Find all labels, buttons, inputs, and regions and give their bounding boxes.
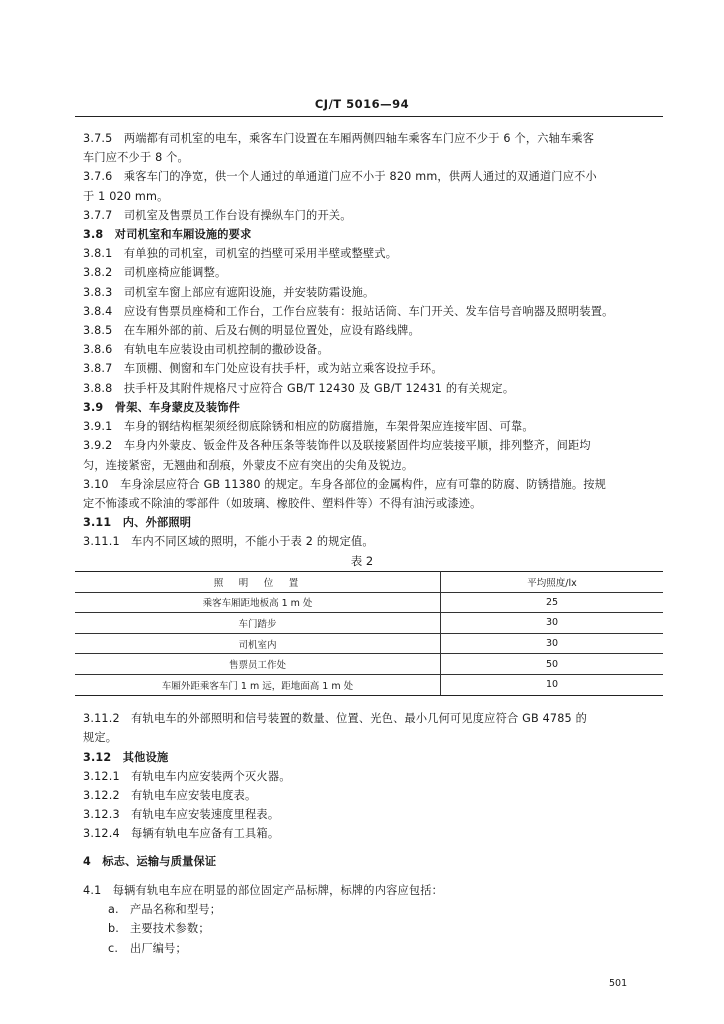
list-item — [108, 921, 678, 937]
header-rule — [75, 116, 663, 117]
row-illuminance: 30 — [441, 633, 664, 654]
row-illuminance: 50 — [441, 654, 664, 675]
heading-3-11: 3.11 内、外部照明 — [83, 516, 192, 529]
paragraph-3-8-5: 3.8.5 在车厢外部的前、后及右侧的明显位置处，应设有路线牌。 — [83, 324, 420, 337]
paragraph-3-7-5: 3.7.5 两端都有司机室的电车，乘客车门设置在车厢两侧四轴车乘客车门应不少于 6 个，六轴车乘客 — [83, 132, 595, 145]
list-item-text: 产品名称和型号； — [130, 903, 222, 916]
paragraph-3-9-2: 3.9.2 车身内外蒙皮、钣金件及各种压条等装饰件以及联接紧固件均应装接平顺，排列整齐，间距均 — [83, 439, 591, 452]
paragraph-3-7-5-cont: 车门应不少于 8 个。 — [83, 151, 189, 164]
list-item-text: 主要技术参数； — [130, 922, 210, 935]
row-illuminance: 30 — [441, 613, 664, 634]
table-row — [75, 592, 663, 613]
list-item-text: 出厂编号； — [130, 942, 187, 955]
row-location: 车门踏步 — [75, 613, 441, 634]
heading-3-9: 3.9 骨架、车身蒙皮及装饰件 — [83, 401, 241, 414]
table-row — [75, 654, 663, 675]
paragraph-4-1: 4.1 每辆有轨电车应在明显的部位固定产品标牌，标牌的内容应包括： — [83, 884, 444, 897]
paragraph-3-12-1: 3.12.1 有轨电车内应安装两个灭火器。 — [83, 770, 291, 783]
paragraph-3-7-7: 3.7.7 司机室及售票员工作台设有操纵车门的开关。 — [83, 209, 352, 222]
paragraph-3-11-2-cont: 规定。 — [83, 731, 118, 744]
list-item-marker: a. — [108, 903, 119, 916]
paragraph-3-10: 3.10 车身涂层应符合 GB 11380 的规定。车身各部位的金属构件，应有可靠的防腐、防锈措施。按规 — [83, 478, 607, 491]
table-row — [75, 613, 663, 634]
paragraph-3-8-1: 3.8.1 有单独的司机室，司机室的挡壁可采用半壁或整壁式。 — [83, 247, 398, 260]
row-location: 售票员工作处 — [75, 654, 441, 675]
row-location: 乘客车厢距地板高 1 m 处 — [75, 592, 441, 613]
header-illuminance: 平均照度/lx — [441, 572, 664, 593]
table-row — [75, 674, 663, 695]
paragraph-3-7-6: 3.7.6 乘客车门的净宽，供一个人通过的单通道门应不小于 820 mm，供两人通过的双通道门应不小 — [83, 170, 597, 183]
row-illuminance: 25 — [441, 592, 664, 613]
table-row — [75, 633, 663, 654]
list-item — [108, 902, 678, 918]
paragraph-3-10-cont: 定不怖漆或不除油的零部件（如玻璃、橡胶件、塑料件等）不得有油污或漆迹。 — [83, 497, 482, 510]
paragraph-3-8-4: 3.8.4 应设有售票员座椅和工作台，工作台应装有：报站话筒、车门开关、发车信号音响器及照明装置。 — [83, 305, 614, 318]
illumination-table — [75, 571, 663, 696]
paragraph-3-8-3: 3.8.3 司机室车窗上部应有遮阳设施，并安装防霜设施。 — [83, 286, 375, 299]
heading-3-8: 3.8 对司机室和车厢设施的要求 — [83, 228, 252, 241]
paragraph-3-8-7: 3.8.7 车顶棚、侧窗和车门处应设有扶手杆，或为站立乘客设拉手环。 — [83, 362, 443, 375]
heading-3-12: 3.12 其他设施 — [83, 751, 169, 764]
row-location: 车厢外距乘客车门 1 m 远，距地面高 1 m 处 — [75, 674, 441, 695]
row-location: 司机室内 — [75, 633, 441, 654]
header-location: 照 明 位 置 — [75, 572, 441, 593]
paragraph-3-9-2-cont: 匀，连接紧密，无翘曲和刮痕，外蒙皮不应有突出的尖角及锐边。 — [83, 459, 414, 472]
paragraph-3-11-1: 3.11.1 车内不同区域的照明，不能小于表 2 的规定值。 — [83, 535, 374, 548]
list-item-marker: c. — [108, 942, 119, 955]
paragraph-3-8-8: 3.8.8 扶手杆及其附件规格尺寸应符合 GB/T 12430 及 GB/T 12431 的有关规定。 — [83, 382, 515, 395]
list-item-marker: b. — [108, 922, 120, 935]
page-number: 501 — [609, 978, 628, 989]
paragraph-3-12-4: 3.12.4 每辆有轨电车应备有工具箱。 — [83, 827, 280, 840]
paragraph-3-8-6: 3.8.6 有轨电车应装设由司机控制的撒砂设备。 — [83, 343, 329, 356]
table-header-row — [75, 572, 663, 593]
list-item — [108, 941, 678, 957]
row-illuminance: 10 — [441, 674, 664, 695]
paragraph-3-7-6-cont: 于 1 020 mm。 — [83, 190, 169, 203]
page-header: CJ/T 5016—94 — [314, 97, 410, 111]
paragraph-3-8-2: 3.8.2 司机座椅应能调整。 — [83, 266, 227, 279]
paragraph-3-12-3: 3.12.3 有轨电车应安装速度里程表。 — [83, 808, 280, 821]
paragraph-3-9-1: 3.9.1 车身的钢结构框架须经彻底除锈和相应的防腐措施，车架骨架应连接牢固、可靠。 — [83, 420, 534, 433]
paragraph-3-11-2: 3.11.2 有轨电车的外部照明和信号装置的数量、位置、光色、最小几何可见度应符合 GB 4785 的 — [83, 712, 588, 725]
heading-section-4: 4 标志、运输与质量保证 — [83, 855, 217, 868]
paragraph-3-12-2: 3.12.2 有轨电车应安装电度表。 — [83, 789, 257, 802]
table-caption: 表 2 — [350, 554, 374, 568]
